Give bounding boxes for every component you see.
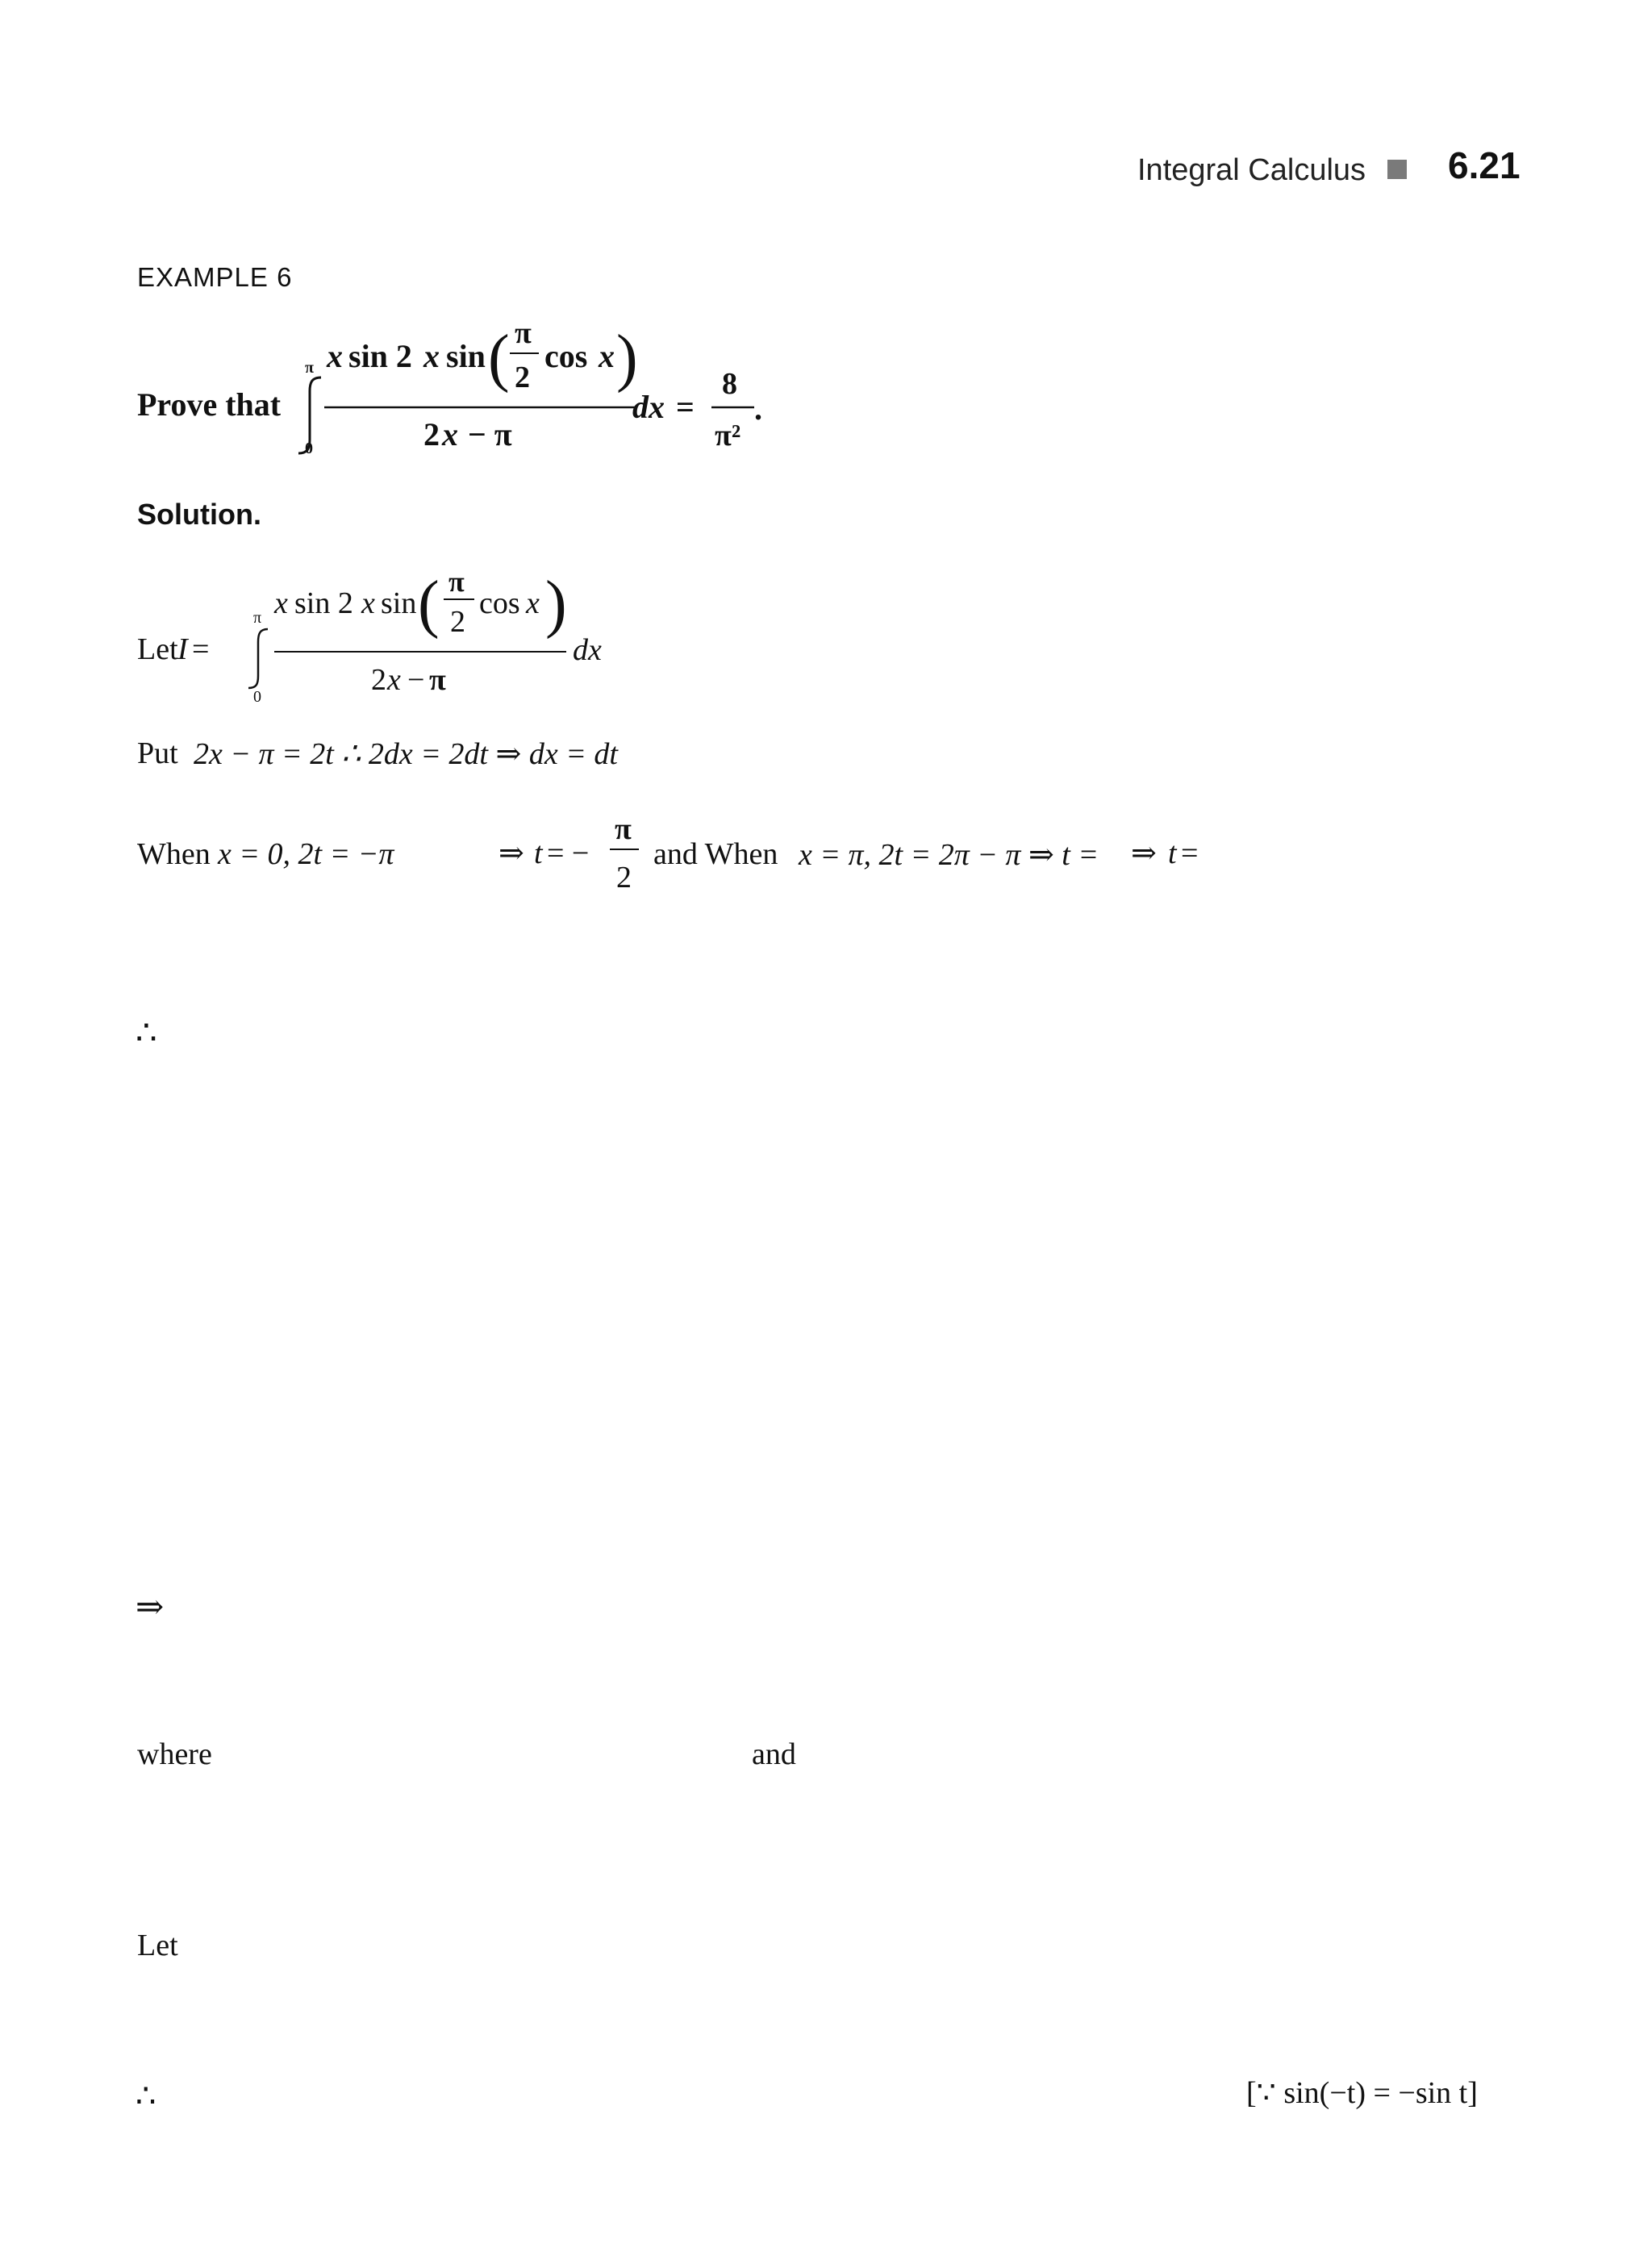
svg-text:(: ( <box>418 569 440 640</box>
and-when-label: and When <box>653 837 778 871</box>
svg-text:π: π <box>615 812 632 846</box>
svg-text:π: π <box>305 359 314 377</box>
running-head: Integral Calculus <box>1137 153 1366 187</box>
svg-text:t: t <box>1168 836 1177 870</box>
svg-text:I: I <box>177 632 188 666</box>
svg-text:0: 0 <box>253 688 261 706</box>
when-fractions <box>499 812 1198 894</box>
therefore-f-symbol: ∴ <box>136 2078 156 2114</box>
svg-text:x: x <box>599 338 615 374</box>
svg-text:.: . <box>754 390 762 427</box>
svg-text:= −: = − <box>547 836 590 870</box>
svg-text:x: x <box>442 416 458 452</box>
svg-text:sin: sin <box>446 338 486 374</box>
svg-text:sin 2: sin 2 <box>348 338 412 374</box>
svg-text:π: π <box>429 663 446 697</box>
and-label: and <box>752 1737 796 1771</box>
solution-label: Solution. <box>137 498 261 531</box>
svg-text:x: x <box>387 663 401 697</box>
svg-text:): ) <box>545 569 567 640</box>
svg-text:dx: dx <box>573 633 602 667</box>
let-label: Let <box>137 632 178 666</box>
because-note: [∵ sin(−t) = −sin t] <box>1246 2076 1478 2110</box>
svg-text:sin: sin <box>381 586 417 620</box>
put-label: Put <box>137 736 178 770</box>
svg-text:2: 2 <box>515 361 530 394</box>
svg-text:=: = <box>192 632 210 666</box>
when-label: When <box>137 837 211 871</box>
svg-text:t: t <box>534 836 543 870</box>
svg-text:2: 2 <box>423 416 440 452</box>
svg-text:−: − <box>407 663 425 697</box>
svg-text:cos: cos <box>479 586 520 620</box>
svg-text:x: x <box>423 338 440 374</box>
svg-text:x: x <box>526 586 540 620</box>
svg-text:2: 2 <box>616 861 632 894</box>
page-number: 6.21 <box>1448 144 1521 186</box>
svg-text:): ) <box>616 323 638 394</box>
svg-text:=: = <box>676 389 695 425</box>
therefore-symbol: ∴ <box>136 1015 157 1052</box>
prove-that-label: Prove that <box>137 386 282 423</box>
svg-text:π: π <box>1173 812 1190 846</box>
svg-text:x: x <box>274 586 288 620</box>
svg-text:− π: − π <box>468 416 512 452</box>
limits-lower: x = 0, 2t = −π <box>218 837 394 871</box>
let-integral <box>177 565 602 706</box>
limits-upper: x = π, 2t = 2π − π ⇒ t = <box>799 838 1099 872</box>
prove-integral <box>298 316 762 457</box>
where-label: where <box>137 1737 212 1771</box>
svg-text:dx: dx <box>632 389 665 425</box>
svg-text:⇒: ⇒ <box>499 836 524 870</box>
example-label: EXAMPLE 6 <box>137 262 293 292</box>
svg-text:=: = <box>1181 836 1199 870</box>
svg-text:2: 2 <box>450 605 465 639</box>
svg-text:π: π <box>448 565 465 598</box>
implies-symbol: ⇒ <box>136 1589 165 1626</box>
svg-text:0: 0 <box>305 440 313 457</box>
svg-text:sin 2: sin 2 <box>294 586 353 620</box>
svg-text:(: ( <box>488 323 510 394</box>
let-f-label: Let <box>137 1929 178 1962</box>
result-denominator: π² <box>715 419 741 452</box>
svg-text:⇒: ⇒ <box>1131 836 1157 870</box>
svg-text:π: π <box>253 609 262 627</box>
svg-text:π: π <box>515 316 532 350</box>
result-numerator: 8 <box>722 367 737 401</box>
svg-text:2: 2 <box>371 663 386 697</box>
svg-text:x: x <box>327 338 343 374</box>
svg-text:cos: cos <box>544 338 588 374</box>
substitution-equation: 2x − π = 2t ∴ 2dx = 2dt ⇒ dx = dt <box>194 737 618 771</box>
svg-text:x: x <box>361 586 375 620</box>
